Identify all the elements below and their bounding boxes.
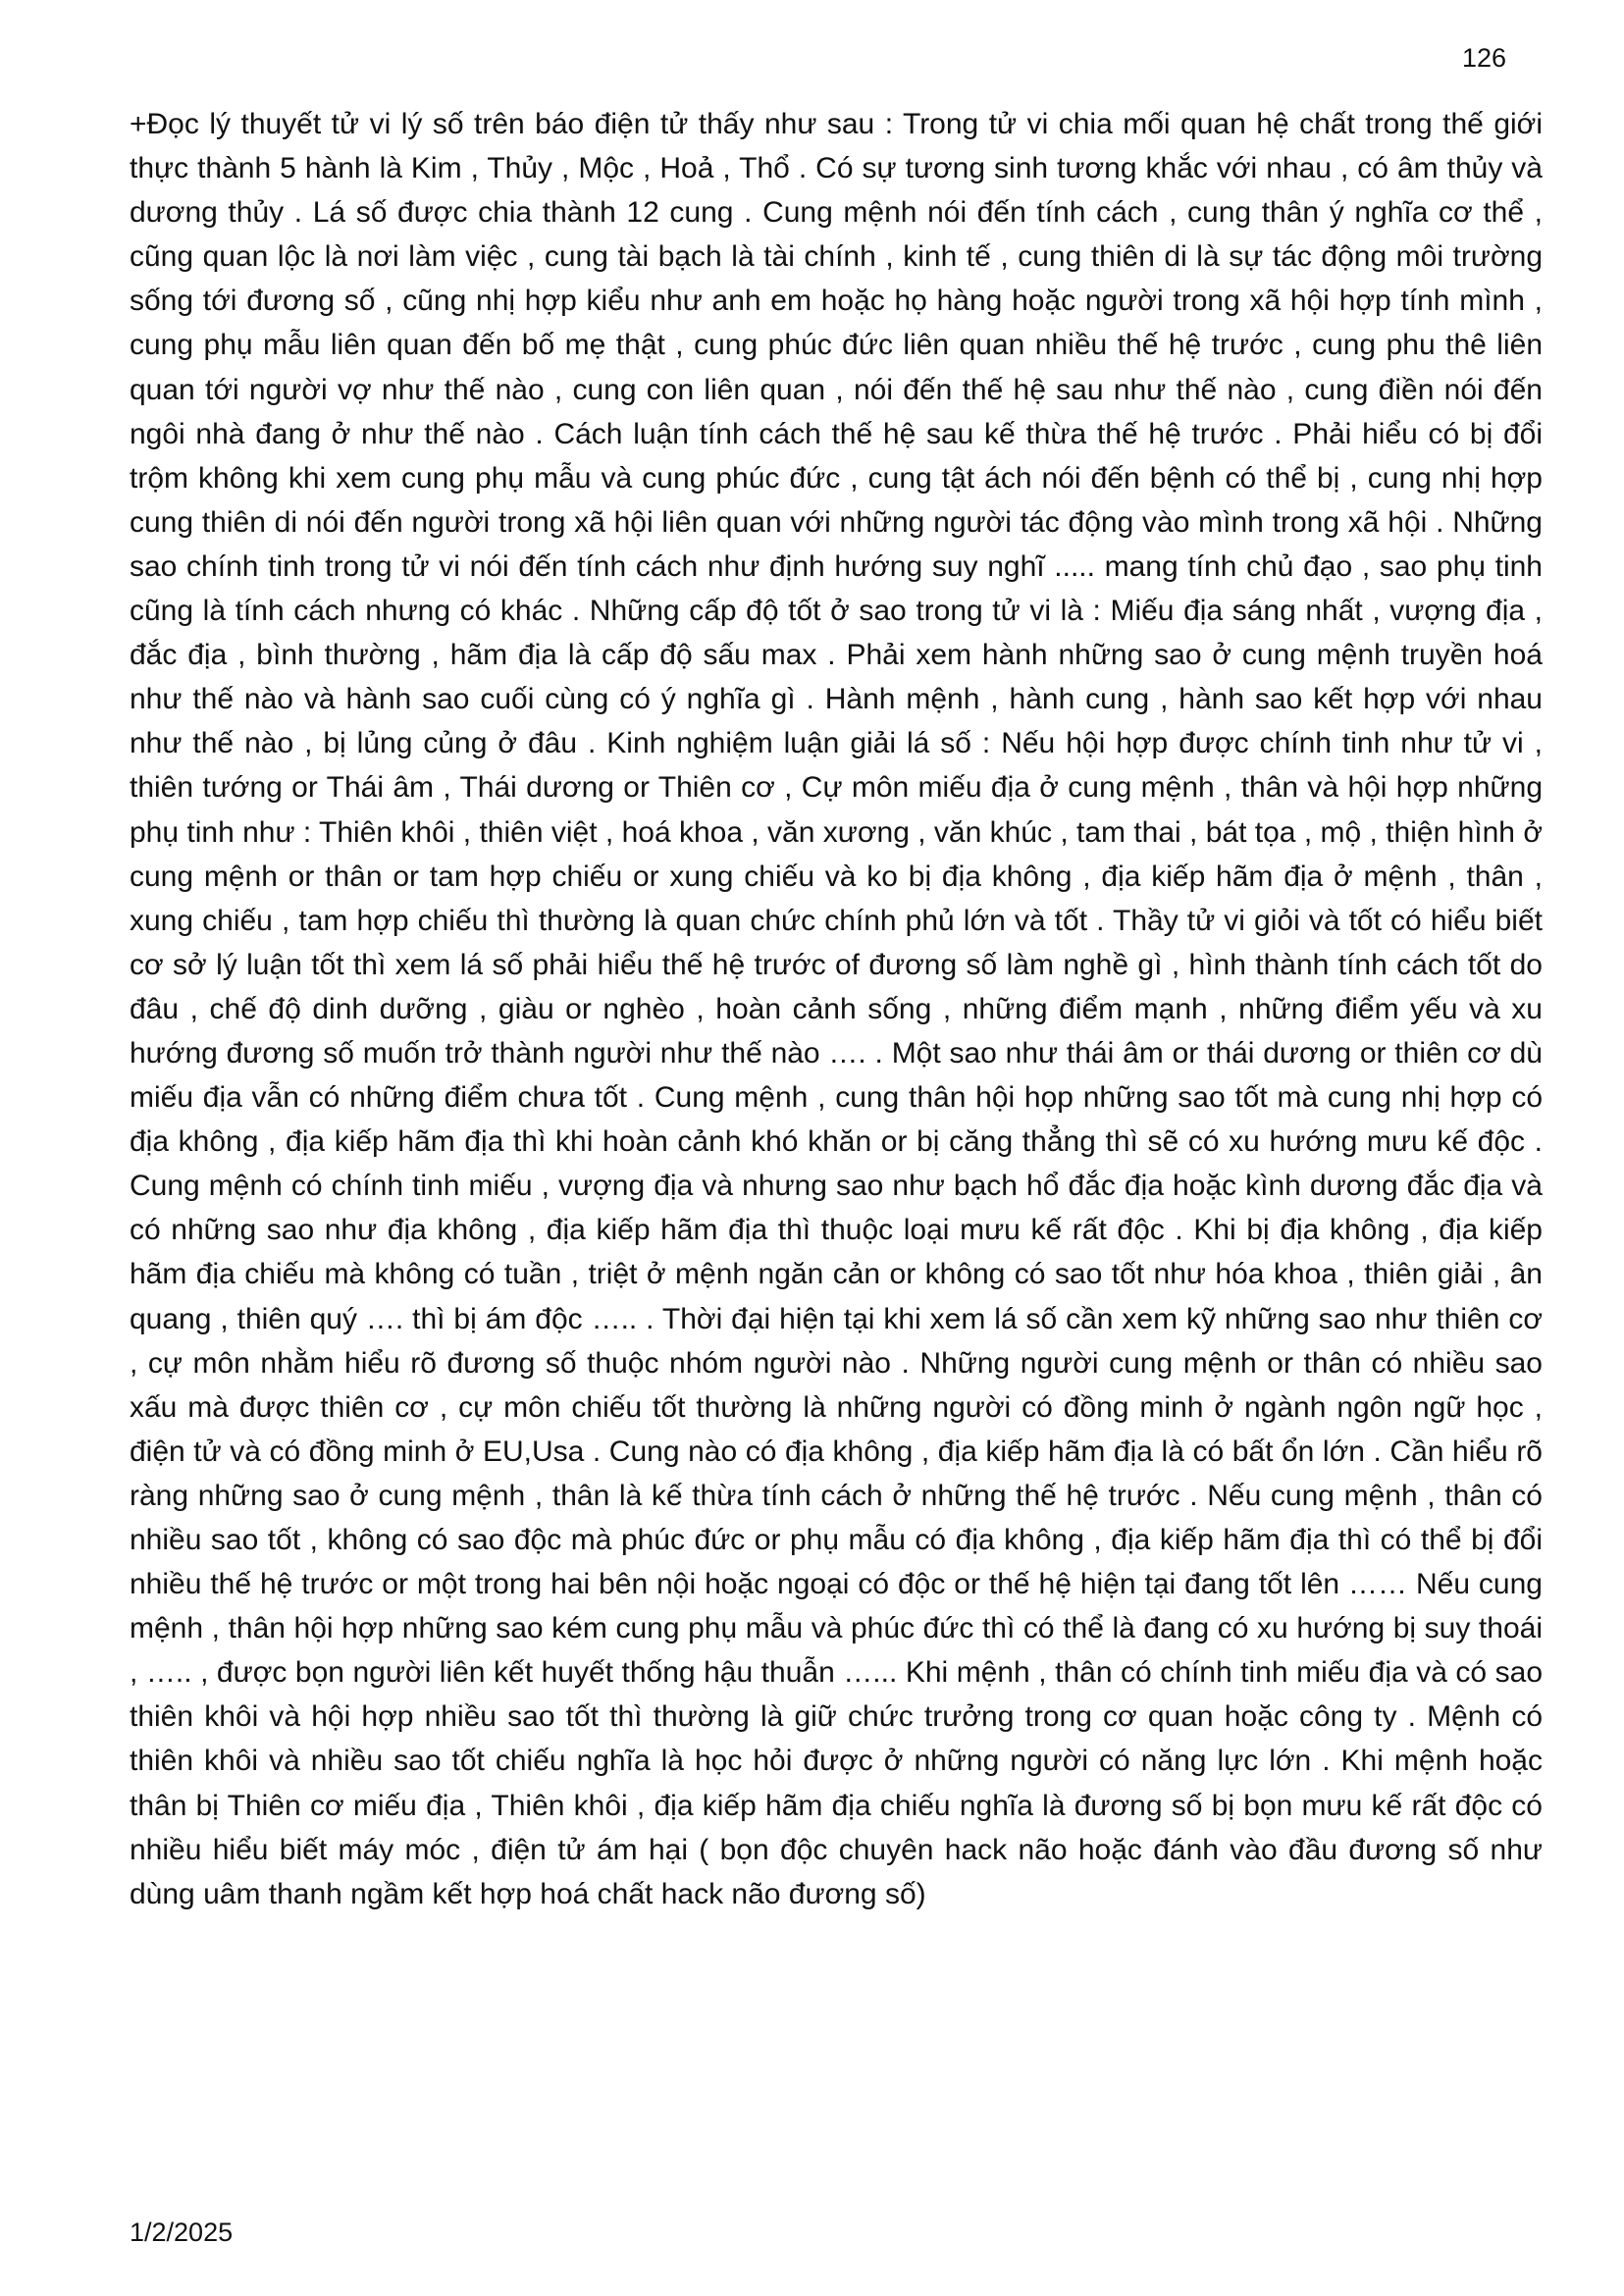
- footer-date: 1/2/2025: [130, 2218, 234, 2247]
- page-number: 126: [1462, 43, 1507, 73]
- body-paragraph: +Đọc lý thuyết tử vi lý số trên báo điện tử thấy như sau : Trong tử vi chia mối quan hệ chất trong thế giới thực thành 5 hành là Kim , Thủy , Mộc , Hoả , Thổ . Có sự tương sinh tương khắc với nhau , có âm thủy và dương thủy . Lá số được chia thành 12 cung . Cung mệnh nói đến tính cách , cung thân ý nghĩa cơ thể , cũng quan lộc là nơi làm việc , cung tài bạch là tài chính , kinh tế , cung thiên di là sự tác động môi trường sống tới đương số , cũng nhị hợp kiểu như anh em hoặc họ hàng hoặc người trong xã hội hợp tính mình , cung phụ mẫu liên quan đến bố mẹ thật , cung phúc đức liên quan nhiều thế hệ trước , cung phu thê liên quan tới người vợ như thế nào , cung con liên quan , nói đến thế hệ sau như thế nào , cung điền nói đến ngôi nhà đang ở như thế nào . Cách luận tính cách thế hệ sau kế thừa thế hệ trước . Phải hiểu có bị đổi trộm không khi xem cung phụ mẫu và cung phúc đức , cung tật ách nói đến bệnh có thể bị , cung nhị hợp cung thiên di nói đến người trong xã hội liên quan với những người tác động vào mình trong xã hội . Những sao chính tinh trong tử vi nói đến tính cách như định hướng suy nghĩ ..... mang tính chủ đạo , sao phụ tinh cũng là tính cách nhưng có khác . Những cấp độ tốt ở sao trong tử vi là : Miếu địa sáng nhất , vượng địa , đắc địa , bình thường , hãm địa là cấp độ sấu max . Phải xem hành những sao ở cung mệnh truyền hoá như thế nào và hành sao cuối cùng có ý nghĩa gì . Hành mệnh , hành cung , hành sao kết hợp với nhau như thế nào , bị lủng củng ở đâu . Kinh nghiệm luận giải lá số : Nếu hội hợp được chính tinh như tử vi , thiên tướng or Thái âm , Thái dương or Thiên cơ , Cự môn miếu địa ở cung mệnh , thân và hội hợp những phụ tinh như : Thiên khôi , thiên việt , hoá khoa , văn xương , văn khúc , tam thai , bát tọa , mộ , thiện hình ở cung mệnh or thân or tam hợp chiếu or xung chiếu và ko bị địa không , địa kiếp hãm địa ở mệnh , thân , xung chiếu , tam hợp chiếu thì thường là quan chức chính phủ lớn và tốt . Thầy tử vi giỏi và tốt có hiểu biết cơ sở lý luận tốt thì xem lá số phải hiểu thế hệ trước of đương số làm nghề gì , hình thành tính cách tốt do đâu , chế độ dinh dưỡng , giàu or nghèo , hoàn cảnh sống , những điểm mạnh , những điểm yếu và xu hướng đương số muốn trở thành người như thế nào …. . Một sao như thái âm or thái dương or thiên cơ dù miếu địa vẫn có những điểm chưa tốt . Cung mệnh , cung thân hội họp những sao tốt mà cung nhị hợp có địa không , địa kiếp hãm địa thì khi hoàn cảnh khó khăn or bị căng thẳng thì sẽ có xu hướng mưu kế độc . Cung mệnh có chính tinh miếu , vượng địa và nhưng sao như bạch hổ đắc địa hoặc kình dương đắc địa và có những sao như địa không , địa kiếp hãm địa thì thuộc loại mưu kế rất độc . Khi bị địa không , địa kiếp hãm địa chiếu mà không có tuần , triệt ở mệnh ngăn cản or không có sao tốt như hóa khoa , thiên giải , ân quang , thiên quý …. thì bị ám độc ….. . Thời đại hiện tại khi xem lá số cần xem kỹ những sao như thiên cơ , cự môn nhằm hiểu rõ đương số thuộc nhóm người nào . Những người cung mệnh or thân có nhiều sao xấu mà được thiên cơ , cự môn chiếu tốt thường là những người có đồng minh ở ngành ngôn ngữ học , điện tử và có đồng minh ở EU,Usa . Cung nào có địa không , địa kiếp hãm địa là có bất ổn lớn . Cần hiểu rõ ràng những sao ở cung mệnh , thân là kế thừa tính cách ở những thế hệ trước . Nếu cung mệnh , thân có nhiều sao tốt , không có sao độc mà phúc đức or phụ mẫu có địa không , địa kiếp hãm địa thì có thể bị đổi nhiều thế hệ trước or một trong hai bên nội hoặc ngoại có độc or thế hệ hiện tại đang tốt lên …… Nếu cung mệnh , thân hội hợp những sao kém cung phụ mẫu và phúc đức thì có thể là đang có xu hướng bị suy thoái , ….. , được bọn người liên kết huyết thống hậu thuẫn …... Khi mệnh , thân có chính tinh miếu địa và có sao thiên khôi và hội hợp nhiều sao tốt thì thường là giữ chức trưởng trong cơ quan hoặc công ty . Mệnh có thiên khôi và nhiều sao tốt chiếu nghĩa là học hỏi được ở những người có năng lực lớn . Khi mệnh hoặc thân bị Thiên cơ miếu địa , Thiên khôi , địa kiếp hãm địa chiếu nghĩa là đương số bị bọn mưu kế rất độc có nhiều hiểu biết máy móc , điện tử ám hại ( bọn độc chuyên hack não hoặc đánh vào đầu đương số như dùng uâm thanh ngầm kết hợp hoá chất hack não đương số): [130, 108, 1543, 1910]
